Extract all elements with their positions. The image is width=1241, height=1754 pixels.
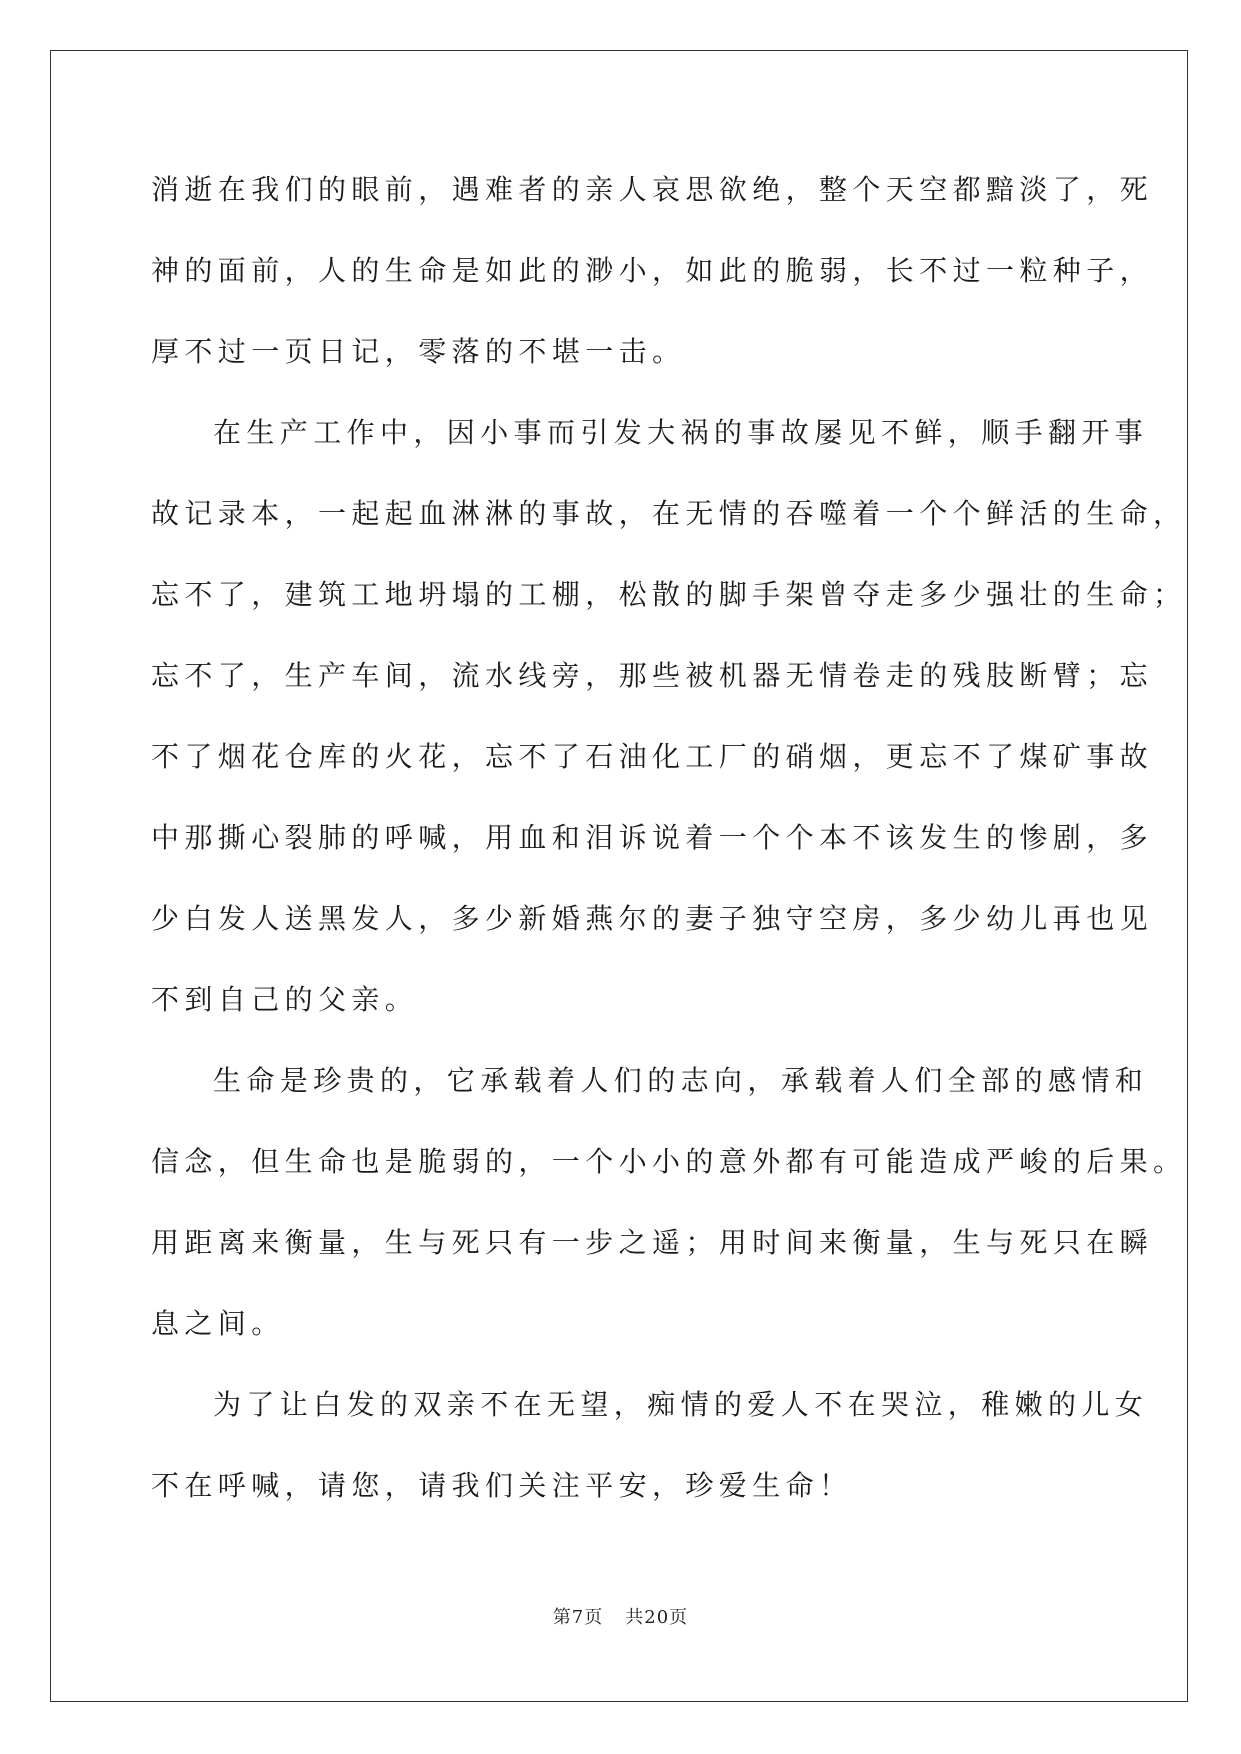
text-line: 忘不了，生产车间，流水线旁，那些被机器无情卷走的残肢断臂；忘	[151, 659, 1154, 692]
text-line: 不了烟花仓库的火花，忘不了石油化工厂的硝烟，更忘不了煤矿事故	[151, 740, 1154, 773]
text-line: 消逝在我们的眼前，遇难者的亲人哀思欲绝，整个天空都黯淡了，死	[151, 173, 1154, 206]
text-line: 用距离来衡量，生与死只有一步之遥；用时间来衡量，生与死只在瞬	[151, 1226, 1154, 1259]
paragraph-first-line: 在生产工作中，因小事而引发大祸的事故屡见不鲜，顺手翻开事	[213, 416, 1149, 449]
text-line: 信念，但生命也是脆弱的，一个小小的意外都有可能造成严峻的后果。	[151, 1145, 1187, 1178]
document-body	[151, 160, 1187, 1537]
text-line: 中那撕心裂肺的呼喊，用血和泪诉说着一个个本不该发生的惨剧，多	[151, 821, 1154, 854]
text-line: 厚不过一页日记，零落的不堪一击。	[151, 335, 686, 368]
text-line: 忘不了，建筑工地坍塌的工棚，松散的脚手架曾夺走多少强壮的生命；	[151, 578, 1187, 611]
paragraph-first-line: 为了让白发的双亲不在无望，痴情的爱人不在哭泣，稚嫩的儿女	[213, 1388, 1149, 1421]
page-number: 第7页	[552, 1607, 604, 1628]
text-line: 神的面前，人的生命是如此的渺小，如此的脆弱，长不过一粒种子，	[151, 254, 1154, 287]
text-line: 少白发人送黑发人，多少新婚燕尔的妻子独守空房，多少幼儿再也见	[151, 902, 1154, 935]
text-line: 不到自己的父亲。	[151, 983, 419, 1016]
page-total: 共20页	[625, 1607, 689, 1628]
page-footer	[0, 1606, 1241, 1630]
text-line: 不在呼喊，请您，请我们关注平安，珍爱生命！	[151, 1469, 853, 1502]
paragraph-first-line: 生命是珍贵的，它承载着人们的志向，承载着人们全部的感情和	[213, 1064, 1149, 1097]
text-line: 故记录本，一起起血淋淋的事故，在无情的吞噬着一个个鲜活的生命，	[151, 497, 1187, 530]
text-line: 息之间。	[151, 1307, 285, 1340]
